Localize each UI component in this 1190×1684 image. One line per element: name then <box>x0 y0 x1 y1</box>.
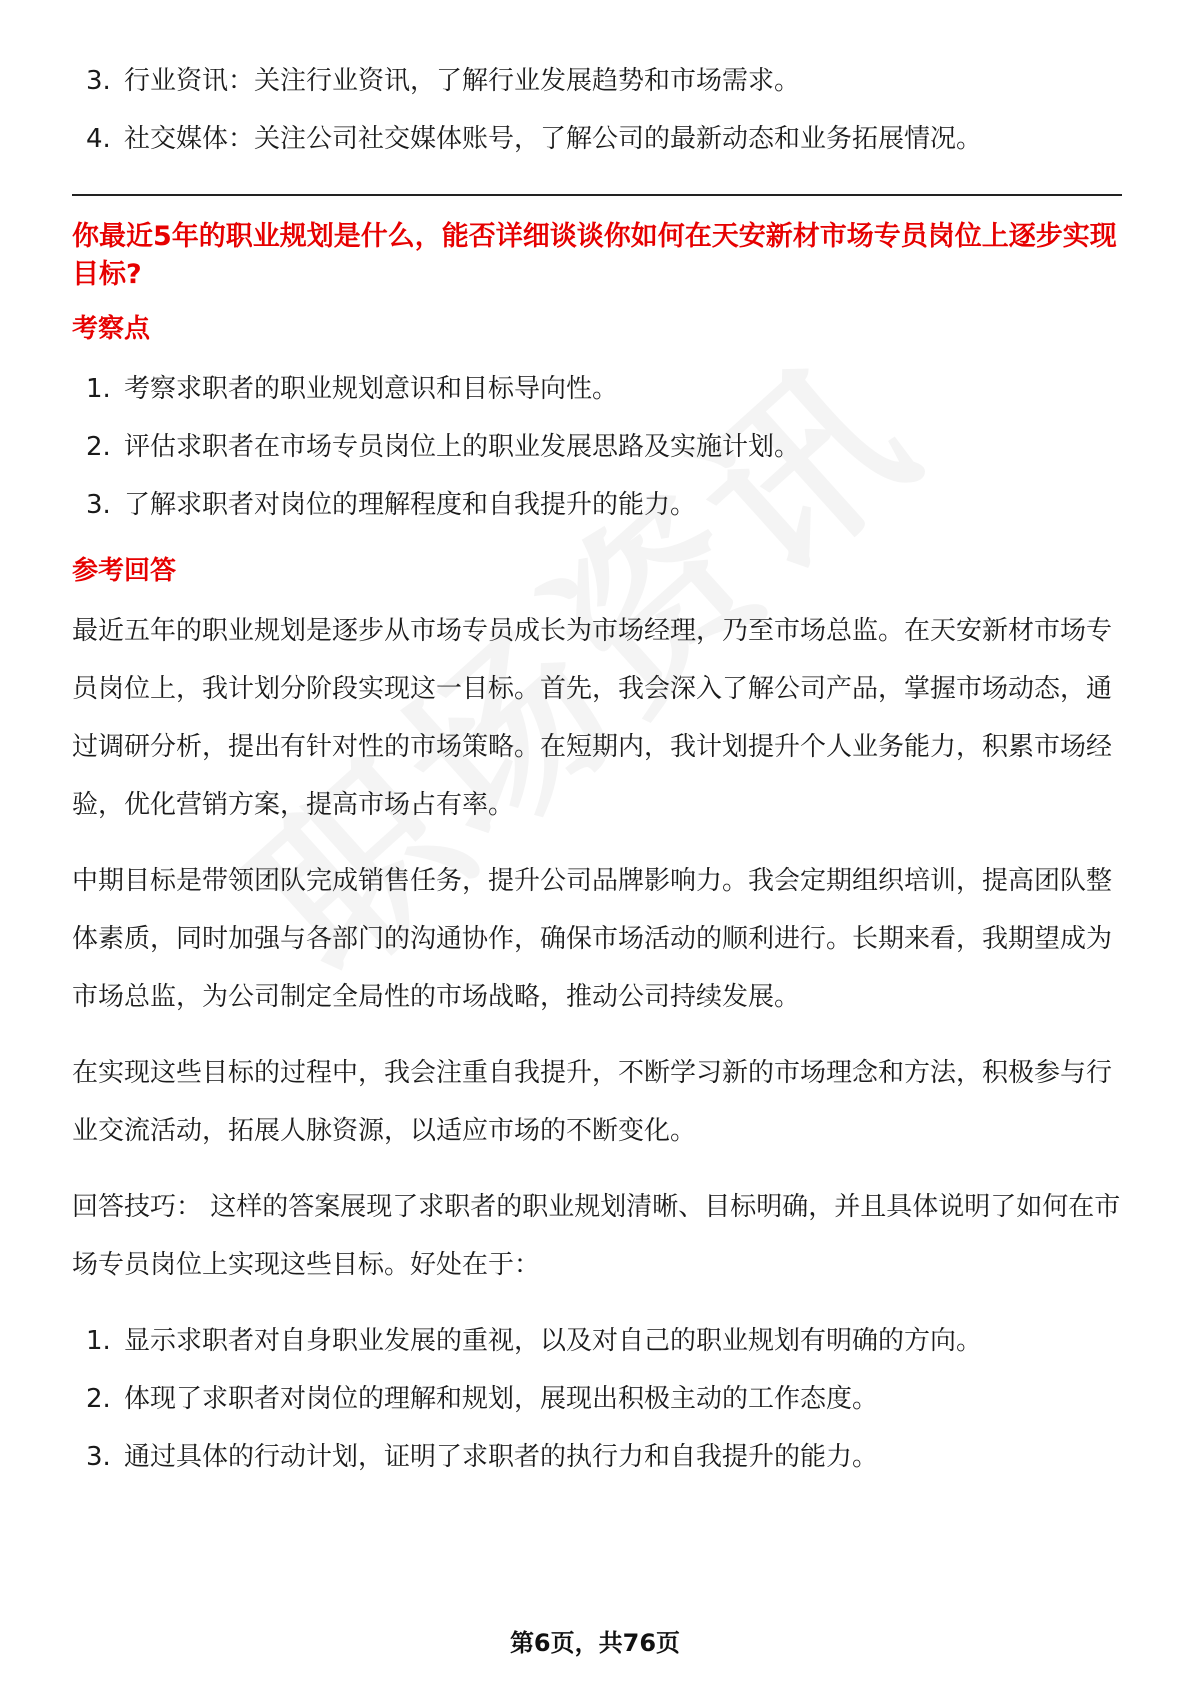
list-text: 考察求职者的职业规划意识和目标导向性。 <box>124 374 619 404</box>
list-text: 显示求职者对自身职业发展的重视，以及对自己的职业规划有明确的方向。 <box>124 1326 983 1356</box>
list-text: 体现了求职者对岗位的理解和规划，展现出积极主动的工作态度。 <box>124 1384 879 1414</box>
list-text: 社交媒体：关注公司社交媒体账号，了解公司的最新动态和业务拓展情况。 <box>124 124 983 154</box>
answer-title: 参考回答 <box>72 556 177 586</box>
list-text: 了解求职者对岗位的理解程度和自我提升的能力。 <box>124 490 697 520</box>
list-item <box>72 1370 1122 1428</box>
list-item <box>72 360 1122 418</box>
answer-paragraph: 最近五年的职业规划是逐步从市场专员成长为市场经理，乃至市场总监。在天安新材市场专员岗位上，我计划分阶段实现这一目标。首先，我会深入了解公司产品，掌握市场动态，通过调研分析，提出有针对性的市场策略。在短期内，我计划提升个人业务能力，积累市场经验，优化营销方案，提高市场占有率。 <box>72 616 1113 820</box>
list-item <box>72 418 1122 476</box>
answer-tips-paragraph: 回答技巧： 这样的答案展现了求职者的职业规划清晰、目标明确，并且具体说明了如何在市场专员岗位上实现这些目标。好处在于： <box>72 1192 1121 1280</box>
page-number-footer: 第6页，共76页 <box>509 1629 681 1657</box>
points-list <box>72 360 1122 534</box>
page-content <box>72 52 1122 1486</box>
question-heading: 你最近5年的职业规划是什么，能否详细谈谈你如何在天安新材市场专员岗位上逐步实现目标? <box>72 221 1117 290</box>
list-item <box>72 476 1122 534</box>
benefits-list <box>72 1312 1122 1486</box>
list-item <box>72 1428 1122 1486</box>
list-number: 2. <box>86 432 111 462</box>
answer-paragraph: 中期目标是带领团队完成销售任务，提升公司品牌影响力。我会定期组织培训，提高团队整体素质，同时加强与各部门的沟通协作，确保市场活动的顺利进行。长期来看，我期望成为市场总监，为公司制定全局性的市场战略，推动公司持续发展。 <box>72 866 1113 1012</box>
list-number: 3. <box>86 66 111 96</box>
list-number: 3. <box>86 490 111 520</box>
points-title: 考察点 <box>72 314 151 344</box>
list-item <box>72 1312 1122 1370</box>
list-item <box>72 52 1122 110</box>
top-list <box>72 52 1122 168</box>
list-text: 评估求职者在市场专员岗位上的职业发展思路及实施计划。 <box>124 432 801 462</box>
section-divider <box>72 194 1122 196</box>
list-number: 2. <box>86 1384 111 1414</box>
list-number: 1. <box>86 374 111 404</box>
list-item <box>72 110 1122 168</box>
list-number: 3. <box>86 1442 111 1472</box>
list-text: 通过具体的行动计划，证明了求职者的执行力和自我提升的能力。 <box>124 1442 879 1472</box>
list-number: 4. <box>86 124 111 154</box>
list-number: 1. <box>86 1326 111 1356</box>
answer-paragraph: 在实现这些目标的过程中，我会注重自我提升，不断学习新的市场理念和方法，积极参与行业交流活动，拓展人脉资源，以适应市场的不断变化。 <box>72 1058 1113 1146</box>
list-text: 行业资讯：关注行业资讯，了解行业发展趋势和市场需求。 <box>124 66 801 96</box>
